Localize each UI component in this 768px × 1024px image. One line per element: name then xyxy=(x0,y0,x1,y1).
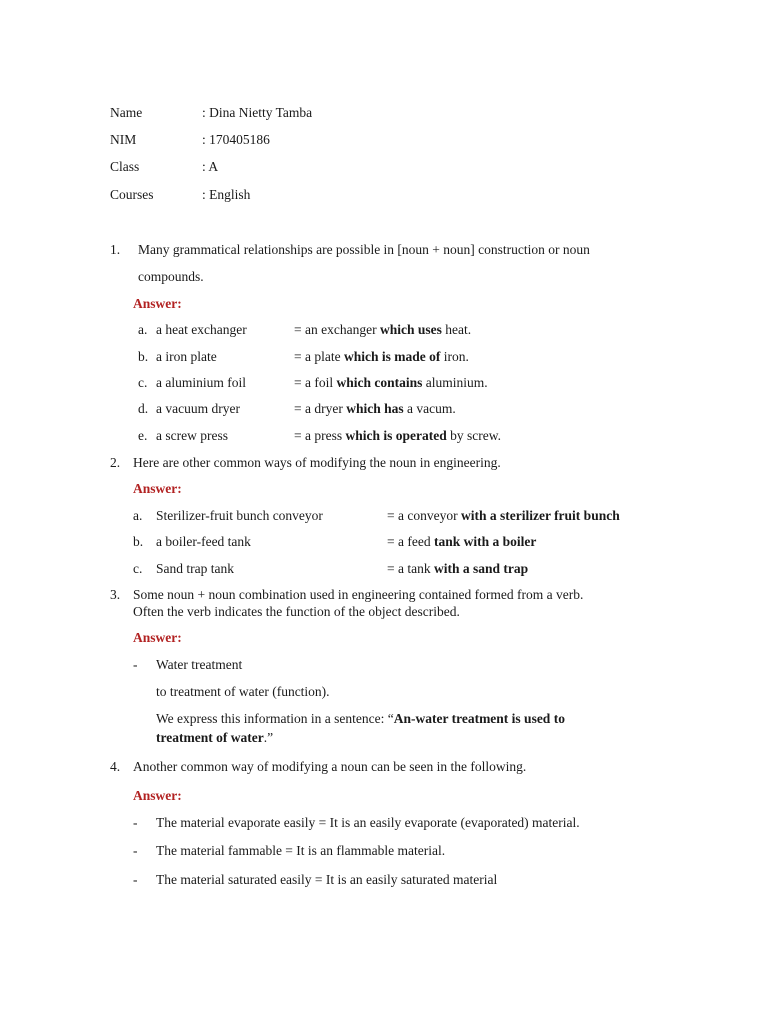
item-definition: = a foil which contains aluminium. xyxy=(294,375,488,390)
item-letter: b. xyxy=(133,534,144,549)
item-term: a vacuum dryer xyxy=(156,401,240,416)
item-definition: = an exchanger which uses heat. xyxy=(294,322,472,337)
nim-value: : 170405186 xyxy=(202,132,270,147)
item-definition: = a tank with a sand trap xyxy=(387,561,529,576)
item-definition: = a dryer which has a vacum. xyxy=(294,401,456,416)
q1-number: 1. xyxy=(110,242,121,257)
q3-sub: to treatment of water (function). xyxy=(156,684,330,699)
item-text: The material saturated easily = It is an easily saturated material xyxy=(156,872,498,887)
q1-text-line-1: Many grammatical relationships are possible in [noun + noun] construction or noun xyxy=(138,242,590,257)
item-text: The material fammable = It is an flammable material. xyxy=(156,843,446,858)
class-value: : A xyxy=(202,159,219,174)
q2-number: 2. xyxy=(110,455,121,470)
name-label: Name xyxy=(110,105,143,120)
item-dash: - xyxy=(133,815,138,830)
item-text: The material evaporate easily = It is an easily evaporate (evaporated) material. xyxy=(156,815,580,830)
item-definition: = a press which is operated by screw. xyxy=(294,428,501,443)
q4-text: Another common way of modifying a noun can be seen in the following. xyxy=(133,759,527,774)
item-letter: a. xyxy=(138,322,148,337)
q4-number: 4. xyxy=(110,759,121,774)
name-value: : Dina Nietty Tamba xyxy=(202,105,313,120)
item-term: a iron plate xyxy=(156,349,217,364)
item-letter: e. xyxy=(138,428,148,443)
item-term: Sterilizer-fruit bunch conveyor xyxy=(156,508,323,523)
item-definition: = a feed tank with a boiler xyxy=(387,534,537,549)
q3-sentence-line-2: treatment of water.” xyxy=(156,730,274,745)
item-term: a boiler-feed tank xyxy=(156,534,251,549)
item-letter: d. xyxy=(138,401,149,416)
item-definition: = a plate which is made of iron. xyxy=(294,349,469,364)
class-label: Class xyxy=(110,159,140,174)
courses-value: : English xyxy=(202,187,251,202)
item-letter: a. xyxy=(133,508,143,523)
item-term: a heat exchanger xyxy=(156,322,247,337)
q3-answer-label: Answer: xyxy=(133,630,182,645)
q3-text-line-2: Often the verb indicates the function of the object described. xyxy=(133,604,460,619)
item-dash: - xyxy=(133,843,138,858)
item-letter: b. xyxy=(138,349,149,364)
item-definition: = a conveyor with a sterilizer fruit bunch xyxy=(387,508,620,523)
q1-answer-label: Answer: xyxy=(133,296,182,311)
item-term: Sand trap tank xyxy=(156,561,234,576)
q2-answer-label: Answer: xyxy=(133,481,182,496)
q3-dash: - xyxy=(133,657,138,672)
q1-text-line-2: compounds. xyxy=(138,269,204,284)
item-letter: c. xyxy=(138,375,148,390)
item-dash: - xyxy=(133,872,138,887)
q4-answer-label: Answer: xyxy=(133,788,182,803)
q3-text-line-1: Some noun + noun combination used in engineering contained formed from a verb. xyxy=(133,587,584,602)
nim-label: NIM xyxy=(110,132,137,147)
q3-number: 3. xyxy=(110,587,121,602)
item-letter: c. xyxy=(133,561,143,576)
item-term: a aluminium foil xyxy=(156,375,246,390)
q2-text: Here are other common ways of modifying the noun in engineering. xyxy=(133,455,501,470)
q3-item: Water treatment xyxy=(156,657,243,672)
item-term: a screw press xyxy=(156,428,228,443)
q3-sentence-line-1: We express this information in a sentence: “An-water treatment is used to xyxy=(156,711,565,726)
courses-label: Courses xyxy=(110,187,154,202)
